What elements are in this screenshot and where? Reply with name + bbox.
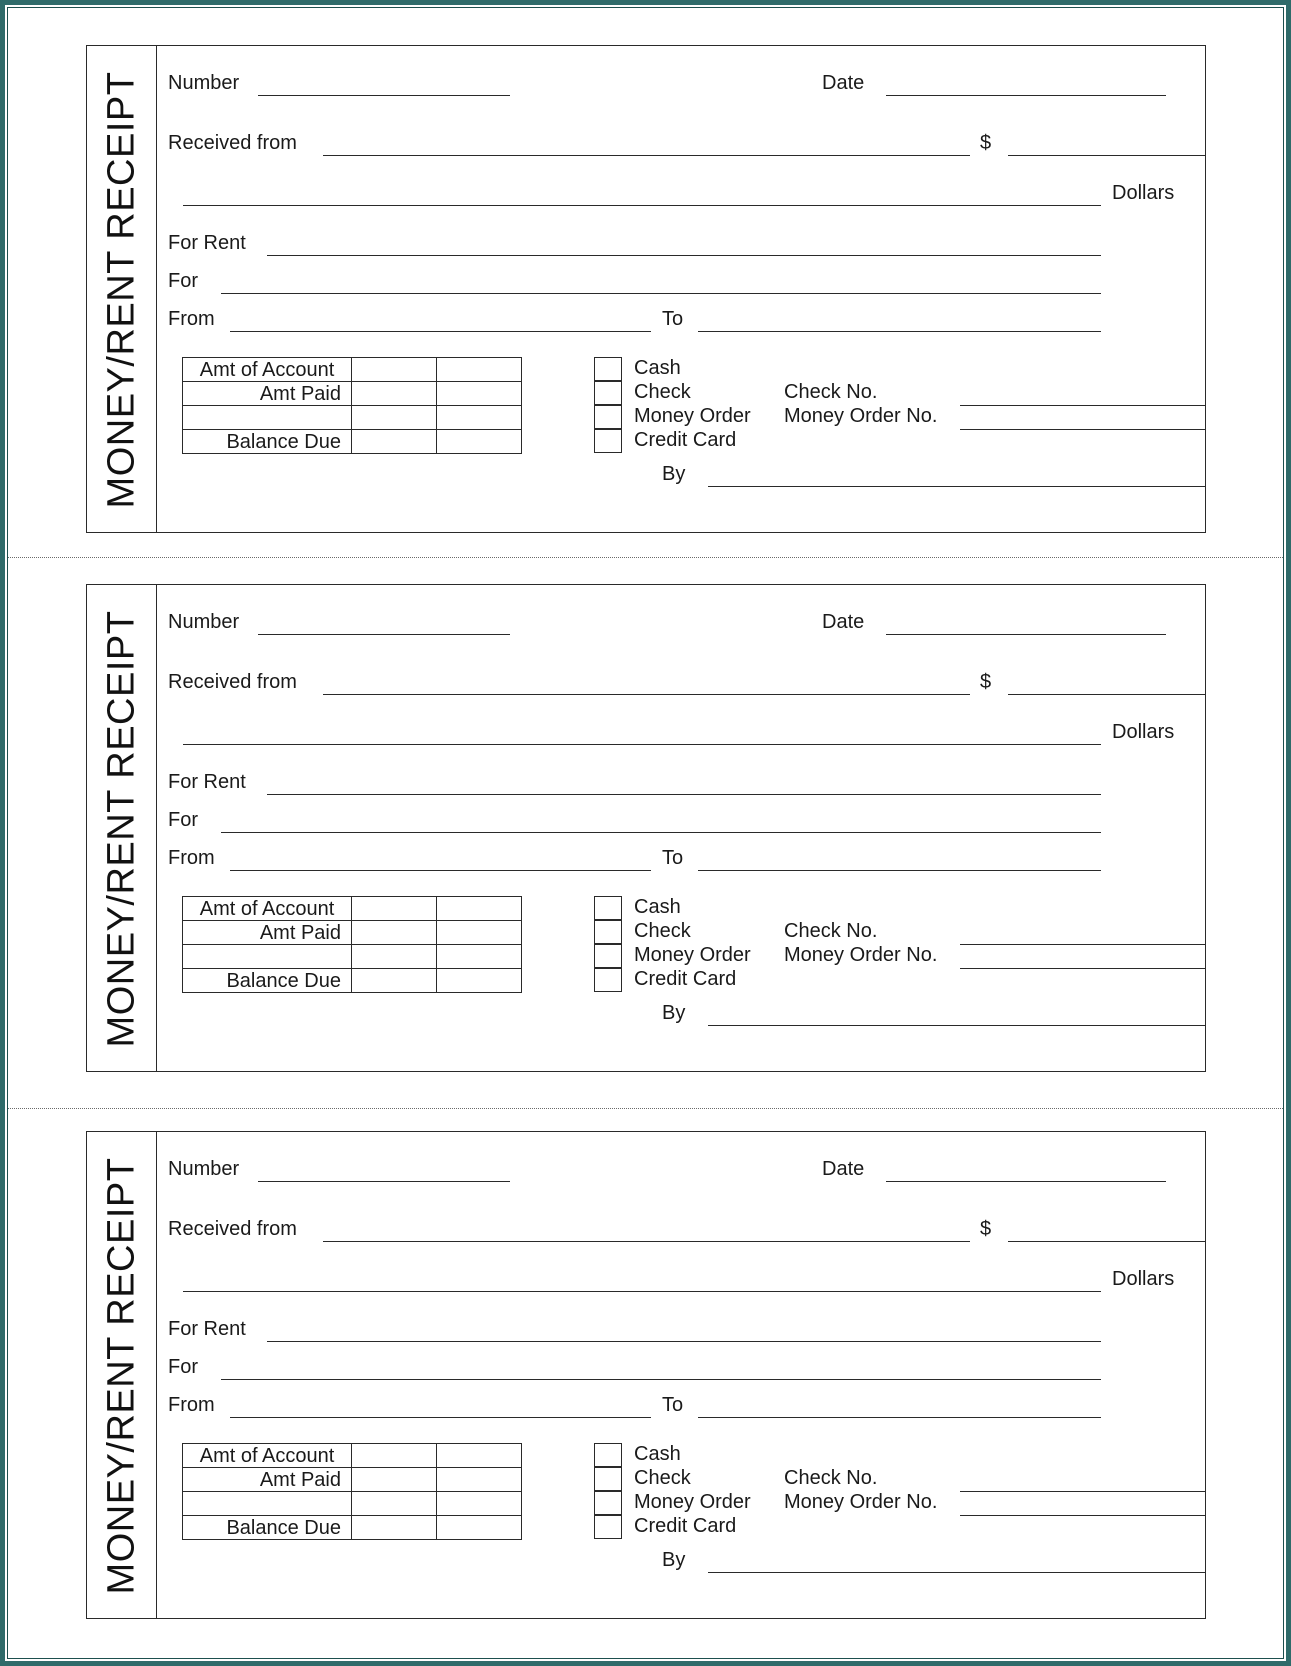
dollar-sign: $ <box>980 132 992 154</box>
by-field[interactable] <box>708 1025 1206 1026</box>
credit-card-checkbox[interactable] <box>594 968 622 992</box>
table-row <box>183 358 522 382</box>
received-from-field[interactable] <box>323 694 970 695</box>
money-order-checkbox[interactable] <box>594 405 622 429</box>
table-row <box>183 1492 522 1516</box>
money-order-label: Money Order <box>634 405 751 427</box>
table-row <box>183 406 522 430</box>
for-rent-label: For Rent <box>168 232 246 254</box>
check-label: Check <box>634 920 691 942</box>
amount-cell[interactable] <box>352 382 437 406</box>
check-label: Check <box>634 381 691 403</box>
dollars-label: Dollars <box>1112 721 1175 743</box>
dollars-label: Dollars <box>1112 182 1175 204</box>
cut-line <box>8 557 1283 558</box>
amount-cell[interactable] <box>352 921 437 945</box>
number-label: Number <box>168 611 240 633</box>
to-field[interactable] <box>698 331 1101 332</box>
receipt-sidebar <box>87 585 157 1071</box>
receipt-sidebar <box>87 1132 157 1618</box>
amount-cell[interactable] <box>437 1516 522 1540</box>
check-checkbox[interactable] <box>594 1467 622 1491</box>
blank-row-label <box>183 1492 352 1516</box>
amount-cell[interactable] <box>437 382 522 406</box>
amount-cell[interactable] <box>437 921 522 945</box>
amount-cell[interactable] <box>437 358 522 382</box>
table-row <box>183 1516 522 1540</box>
receipt-title: MONEY/RENT RECEIPT <box>100 1157 143 1595</box>
amount-cell[interactable] <box>352 969 437 993</box>
table-row <box>183 969 522 993</box>
amt-paid-label: Amt Paid <box>183 382 352 406</box>
money-order-no-field[interactable] <box>960 1515 1206 1516</box>
amount-cell[interactable] <box>352 1468 437 1492</box>
for-rent-field[interactable] <box>267 794 1101 795</box>
money-order-no-label: Money Order No. <box>784 944 938 966</box>
for-label: For <box>168 1356 198 1378</box>
for-label: For <box>168 270 198 292</box>
by-field[interactable] <box>708 1572 1206 1573</box>
table-row <box>183 382 522 406</box>
table-row <box>183 1468 522 1492</box>
to-label: To <box>662 308 684 330</box>
amount-cell[interactable] <box>437 945 522 969</box>
amount-cell[interactable] <box>437 1492 522 1516</box>
check-no-label: Check No. <box>784 381 878 403</box>
check-no-label: Check No. <box>784 1467 878 1489</box>
date-field[interactable] <box>886 634 1166 635</box>
received-from-label: Received from <box>168 671 297 693</box>
receipt-3 <box>0 1131 1291 1619</box>
check-no-label: Check No. <box>784 920 878 942</box>
for-rent-label: For Rent <box>168 771 246 793</box>
date-field[interactable] <box>886 1181 1166 1182</box>
amt-paid-label: Amt Paid <box>183 921 352 945</box>
amount-cell[interactable] <box>437 969 522 993</box>
amount-field[interactable] <box>1008 1241 1206 1242</box>
received-from-field[interactable] <box>323 155 970 156</box>
dollars-written-field[interactable] <box>183 205 1101 206</box>
blank-row-label <box>183 406 352 430</box>
date-label: Date <box>822 72 865 94</box>
number-field[interactable] <box>258 634 510 635</box>
date-label: Date <box>822 1158 865 1180</box>
table-row <box>183 945 522 969</box>
amount-cell[interactable] <box>352 945 437 969</box>
credit-card-checkbox[interactable] <box>594 429 622 453</box>
amount-cell[interactable] <box>352 1516 437 1540</box>
dollars-written-field[interactable] <box>183 1291 1101 1292</box>
number-label: Number <box>168 72 240 94</box>
for-rent-label: For Rent <box>168 1318 246 1340</box>
amount-cell[interactable] <box>437 406 522 430</box>
check-checkbox[interactable] <box>594 920 622 944</box>
check-label: Check <box>634 1467 691 1489</box>
receipt-2 <box>0 584 1291 1072</box>
amt-of-account-label: Amt of Account <box>183 358 352 382</box>
dollars-written-field[interactable] <box>183 744 1101 745</box>
by-label: By <box>662 463 686 485</box>
money-order-checkbox[interactable] <box>594 1491 622 1515</box>
receipt-box <box>86 45 1206 533</box>
balance-due-label: Balance Due <box>183 969 352 993</box>
dollars-label: Dollars <box>1112 1268 1175 1290</box>
amount-table <box>182 896 522 993</box>
receipt-sidebar <box>87 46 157 532</box>
to-label: To <box>662 847 684 869</box>
credit-card-label: Credit Card <box>634 429 737 451</box>
amount-field[interactable] <box>1008 694 1206 695</box>
for-field[interactable] <box>221 832 1101 833</box>
number-field[interactable] <box>258 95 510 96</box>
from-label: From <box>168 847 215 869</box>
balance-due-label: Balance Due <box>183 430 352 454</box>
credit-card-label: Credit Card <box>634 968 737 990</box>
amount-cell[interactable] <box>437 897 522 921</box>
amount-cell[interactable] <box>352 406 437 430</box>
from-field[interactable] <box>230 331 651 332</box>
from-field[interactable] <box>230 1417 651 1418</box>
table-row <box>183 921 522 945</box>
cash-checkbox[interactable] <box>594 896 622 920</box>
by-label: By <box>662 1002 686 1024</box>
dollar-sign: $ <box>980 671 992 693</box>
for-field[interactable] <box>221 1379 1101 1380</box>
cash-checkbox[interactable] <box>594 1443 622 1467</box>
amount-cell[interactable] <box>437 1444 522 1468</box>
money-order-checkbox[interactable] <box>594 944 622 968</box>
by-label: By <box>662 1549 686 1571</box>
check-no-field[interactable] <box>960 944 1206 945</box>
check-no-field[interactable] <box>960 405 1206 406</box>
amount-cell[interactable] <box>437 430 522 454</box>
money-order-no-field[interactable] <box>960 429 1206 430</box>
from-label: From <box>168 308 215 330</box>
received-from-label: Received from <box>168 132 297 154</box>
amount-cell[interactable] <box>352 897 437 921</box>
for-rent-field[interactable] <box>267 255 1101 256</box>
dollar-sign: $ <box>980 1218 992 1240</box>
amount-table <box>182 357 522 454</box>
amt-of-account-label: Amt of Account <box>183 1444 352 1468</box>
amount-field[interactable] <box>1008 155 1206 156</box>
table-row <box>183 1444 522 1468</box>
money-order-no-label: Money Order No. <box>784 405 938 427</box>
date-label: Date <box>822 611 865 633</box>
for-rent-field[interactable] <box>267 1341 1101 1342</box>
received-from-field[interactable] <box>323 1241 970 1242</box>
money-order-no-label: Money Order No. <box>784 1491 938 1513</box>
check-checkbox[interactable] <box>594 381 622 405</box>
for-field[interactable] <box>221 293 1101 294</box>
table-row <box>183 430 522 454</box>
amt-of-account-label: Amt of Account <box>183 897 352 921</box>
to-field[interactable] <box>698 870 1101 871</box>
cash-label: Cash <box>634 1443 681 1465</box>
money-order-no-field[interactable] <box>960 968 1206 969</box>
amount-cell[interactable] <box>352 1492 437 1516</box>
table-row <box>183 897 522 921</box>
cash-checkbox[interactable] <box>594 357 622 381</box>
receipt-title: MONEY/RENT RECEIPT <box>100 610 143 1048</box>
number-label: Number <box>168 1158 240 1180</box>
blank-row-label <box>183 945 352 969</box>
amount-cell[interactable] <box>437 1468 522 1492</box>
to-label: To <box>662 1394 684 1416</box>
date-field[interactable] <box>886 95 1166 96</box>
amount-cell[interactable] <box>352 1444 437 1468</box>
by-field[interactable] <box>708 486 1206 487</box>
money-order-label: Money Order <box>634 944 751 966</box>
to-field[interactable] <box>698 1417 1101 1418</box>
from-field[interactable] <box>230 870 651 871</box>
from-label: From <box>168 1394 215 1416</box>
number-field[interactable] <box>258 1181 510 1182</box>
balance-due-label: Balance Due <box>183 1516 352 1540</box>
money-order-label: Money Order <box>634 1491 751 1513</box>
cut-line <box>8 1108 1283 1109</box>
receipt-box <box>86 584 1206 1072</box>
cash-label: Cash <box>634 896 681 918</box>
amount-cell[interactable] <box>352 358 437 382</box>
receipt-box <box>86 1131 1206 1619</box>
check-no-field[interactable] <box>960 1491 1206 1492</box>
cash-label: Cash <box>634 357 681 379</box>
credit-card-checkbox[interactable] <box>594 1515 622 1539</box>
receipt-title: MONEY/RENT RECEIPT <box>100 71 143 509</box>
receipt-1 <box>0 45 1291 533</box>
amt-paid-label: Amt Paid <box>183 1468 352 1492</box>
amount-table <box>182 1443 522 1540</box>
for-label: For <box>168 809 198 831</box>
received-from-label: Received from <box>168 1218 297 1240</box>
amount-cell[interactable] <box>352 430 437 454</box>
credit-card-label: Credit Card <box>634 1515 737 1537</box>
